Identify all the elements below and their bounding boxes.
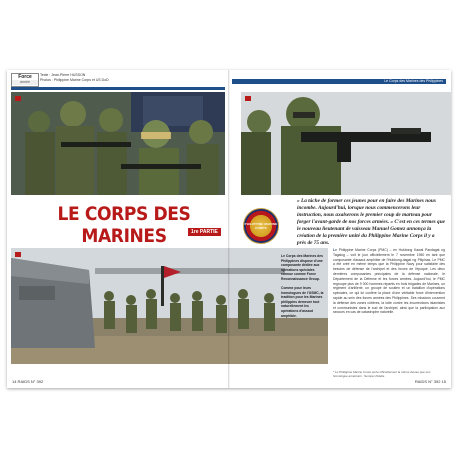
lead-paragraph: « La tâche de former ces jeunes pour en faire des Marines nous incombe. Aujourd'hui, lorsque nous commencerons leur instruction, nous axalserons le premier coup de marteau pour forger l'avant-garde de nos forces armées. » C'est en ces termes que le nouveau lieutenant de vaisseau Manuel Gomez annonça la création de la première unité du Philippine Marine Corps il y a près de 75 ans.	[297, 198, 445, 246]
credits-photos: Photos : Philippine Marine Corps et US DoD	[40, 78, 109, 82]
photo-marines-training-illustration	[11, 92, 225, 195]
body-dropcap: L	[333, 248, 336, 252]
rubric-title: Force	[18, 74, 32, 80]
photo-marine-aiming-illustration	[241, 92, 451, 195]
section-rubric	[11, 73, 39, 87]
credits-text: Texte : Jean-Pierre HUSSON	[40, 73, 86, 77]
marine-corps-seal	[243, 208, 279, 244]
header-bar-left	[11, 87, 225, 90]
body-text: e Philippine Marine Corps (PMC) – en Hukbong Kawal Pandagat ng Tagalog – voit le jour officiellement le 7 novembre 1950 en tant que composante d'assaut amphibie de l'Hukbong-dagat ng Pilipinas. Le PMC a été créé en même temps que la Philippine Navy pour satisfaire des besoins de défense de l'archipel et des forces de l'époque. Les deux dernières composantes principales de la défense nationale, le Département de la Défense et les forces armées. Aujourd'hui, le PMC regroupe plus de 9 000 hommes répartis en trois brigades de Marines, un régiment d'artillerie, un groupe de soutien et un bataillon d'opérations spéciales, ce qui lui confère la place d'une véritable force d'intervention rapide au sein des forces armées des Philippines. Ses missions couvrent la défense des zones côtières, la lutte contre les insurrections islamistes et communistes dans le sud de l'archipel, ainsi que la participation aux secours en cas de catastrophe naturelle.	[333, 248, 445, 315]
footnote: * Le Philippine Marine Corps porte officiellement la même devise que son homologue américain : Semper Fidelis.	[333, 370, 431, 378]
photo-marines-training	[11, 92, 225, 195]
rubric-subtitle: armée	[12, 80, 38, 85]
seal-text: PHILIPPINE MARINE CORPS	[244, 222, 278, 230]
article-body	[333, 248, 445, 315]
running-header: Le Corps des Marines des Philippines	[384, 79, 443, 83]
caption-amphibious: Comme pour leurs homologues de l'USMC, la tradition pour les Marines philippins demeure tout naturellement les opérations d'assaut amphibie.	[281, 286, 324, 318]
caption-force-recon: Le Corps des Marines des Philippines dispose d'une composante dédiée aux opérations spéciales connue comme Force Reconnaissance Group.	[281, 254, 324, 281]
title-line-1: LE CORPS DES MARINES	[57, 203, 191, 247]
page-number-right: RAIDS N° 392 15	[414, 379, 446, 384]
photo-marine-aiming	[241, 92, 451, 195]
page-number-left: 14 RAIDS N° 392	[12, 379, 44, 384]
photo-badge	[15, 252, 21, 257]
photo-badge	[15, 96, 21, 101]
magazine-spread	[7, 70, 451, 388]
article-credits	[40, 73, 109, 83]
part-badge: 1re PARTIE	[188, 228, 221, 236]
spread-gutter	[228, 70, 230, 388]
photo-badge	[245, 96, 251, 101]
